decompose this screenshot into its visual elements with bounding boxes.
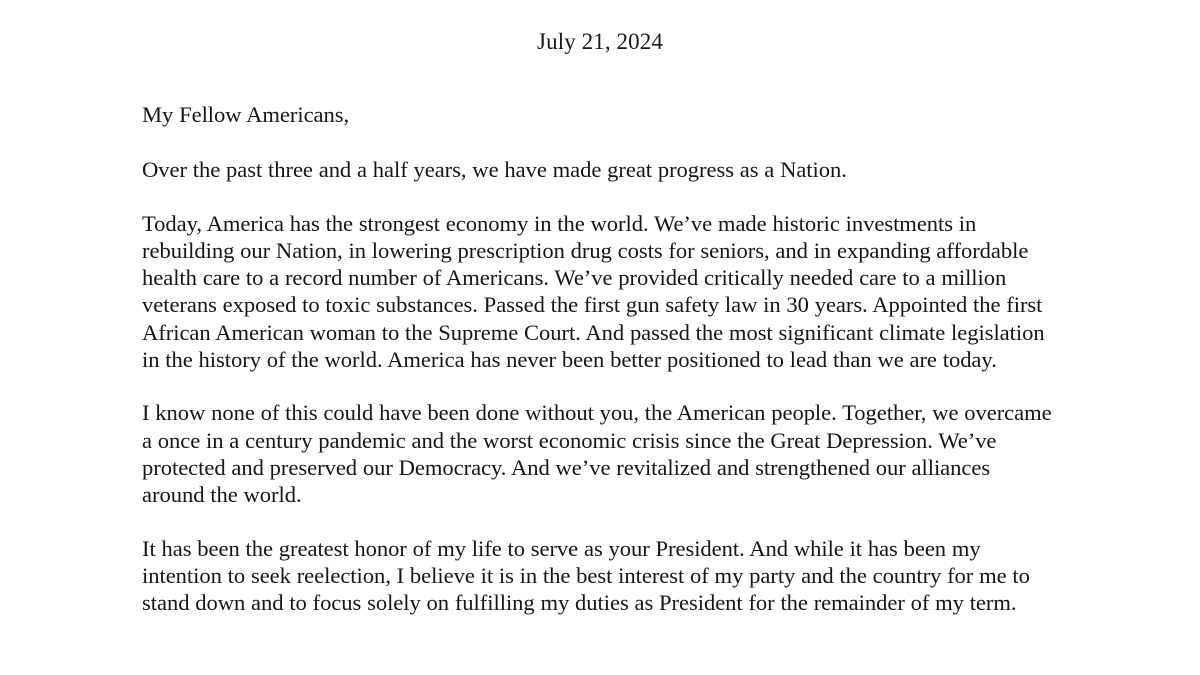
letter-paragraph-2: Today, America has the strongest economy in the world. We’ve made historic investments in rebuilding our Nation, in lowering prescription drug costs for seniors, and in expanding affordable health care to a record number of Americans. We’ve provided critically needed care to a million veterans exposed to toxic substances. Passed the first gun safety law in 30 years. Appointed the first African American woman to the Supreme Court. And passed the most significant climate legislation in the history of the world. America has never been better positioned to lead than we are today. — [142, 210, 1045, 373]
letter-body — [142, 53, 1054, 616]
letter-paragraph-1: Over the past three and a half years, we have made great progress as a Nation. — [142, 157, 847, 183]
letter-date: July 21, 2024 — [537, 29, 663, 54]
letter-salutation: My Fellow Americans, — [142, 102, 350, 127]
letter-paragraph-4: It has been the greatest honor of my life to serve as your President. And while it has been my intention to seek reelection, I believe it is in the best interest of my party and the country for me to stand down and to focus solely on fulfilling my duties as President for the remainder of my term. — [142, 535, 1030, 616]
letter-paragraph-3: I know none of this could have been done without you, the American people. Together, we overcame a once in a century pandemic and the worst economic crisis since the Great Depression. We’ve protected and preserved our Democracy. And we’ve revitalized and strengthened our alliances around the world. — [142, 400, 1052, 508]
